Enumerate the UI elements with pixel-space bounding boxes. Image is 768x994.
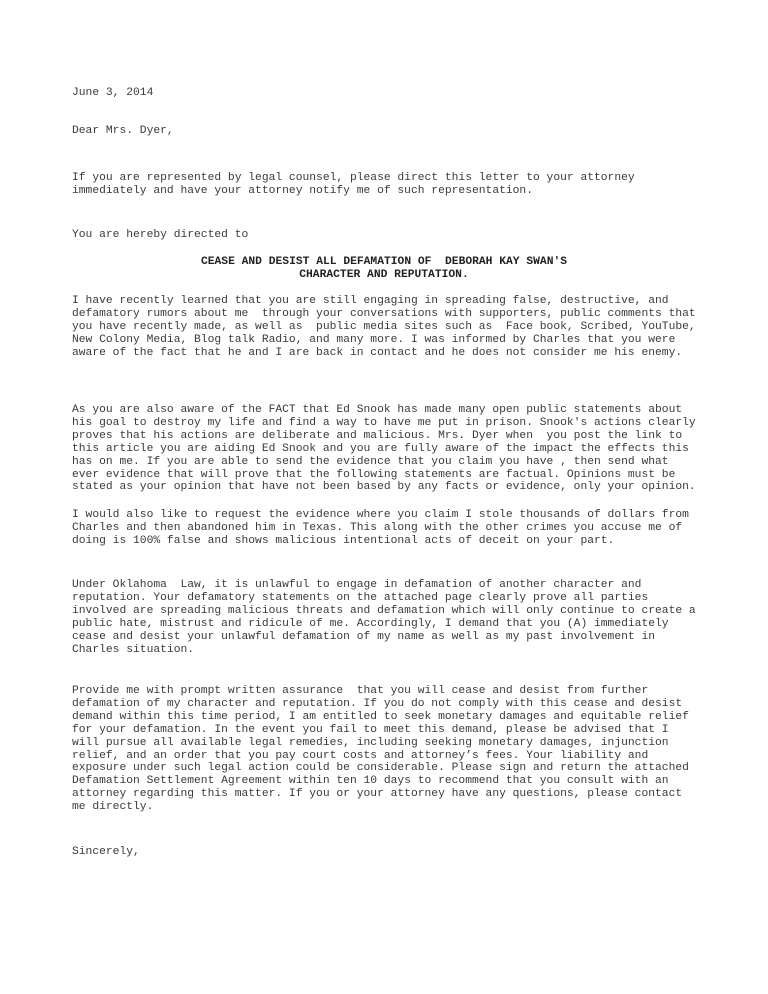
text-line: proves that his actions are deliberate and malicious. Mrs. Dyer when you post the link to: [72, 429, 683, 442]
text-line: you have recently made, as well as public media sites such as Face book, Scribed, YouTube,: [72, 320, 696, 333]
letter-date: June 3, 2014: [72, 87, 154, 99]
text-line: Under Oklahoma Law, it is unlawful to engage in defamation of another character and: [72, 579, 642, 591]
text-line: has on me. If you are able to send the evidence that you claim you have , then send what: [72, 455, 669, 468]
text-line: defamatory rumors about me through your conversations with supporters, public comments that: [72, 307, 696, 320]
text-line: As you are also aware of the FACT that Ed Snook has made many open public statements about: [72, 404, 683, 416]
text-line: Charles and then abandoned him in Texas. This along with the other crimes you accuse me of: [72, 521, 683, 534]
text-line: for your defamation. In the event you fail to meet this demand, please be advised that I: [72, 723, 669, 736]
text-line: reputation. Your defamatory statements on the attached page clearly prove all parties: [72, 591, 649, 604]
heading-line: CEASE AND DESIST ALL DEFAMATION OF DEBORAH KAY SWAN'S: [200, 256, 568, 268]
text-line: relief, and an order that you pay court costs and attorney’s fees. Your liability and: [72, 749, 649, 762]
text-line: immediately and have your attorney notify me of such representation.: [72, 184, 533, 197]
demand-heading: [0, 256, 768, 282]
text-line: Provide me with prompt written assurance that you will cease and desist from further: [72, 685, 649, 697]
text-line: this article you are aiding Ed Snook and you are fully aware of the impact the effects this: [72, 442, 689, 455]
closing: Sincerely,: [72, 846, 140, 858]
text-line: will pursue all available legal remedies, including seeking monetary damages, injunction: [72, 736, 669, 749]
text-line: ever evidence that will prove that the following statements are factual. Opinions must be: [72, 468, 676, 481]
text-line: Defamation Settlement Agreement within ten 10 days to recommend that you consult with an: [72, 775, 669, 788]
text-line: aware of the fact that he and I are back in contact and he does not consider me his enemy.: [72, 346, 683, 359]
text-line: cease and desist your unlawful defamation of my name as well as my past involvement in: [72, 630, 656, 643]
text-line: New Colony Media, Blog talk Radio, and many more. I was informed by Charles that you were: [72, 333, 676, 346]
heading-line: CHARACTER AND REPUTATION.: [299, 268, 469, 281]
paragraph: [72, 295, 696, 360]
text-line: stated as your opinion that have not been based by any facts or evidence, only your opinion.: [72, 481, 696, 494]
directed-line: You are hereby directed to: [72, 229, 249, 241]
paragraph: [72, 579, 696, 656]
text-line: Charles situation.: [72, 643, 195, 656]
text-line: me directly.: [72, 801, 154, 814]
text-line: involved are spreading malicious threats and defamation which will only continue to create a: [72, 604, 696, 617]
text-line: If you are represented by legal counsel, please direct this letter to your attorney: [72, 172, 635, 184]
paragraph: [72, 685, 689, 814]
text-line: I would also like to request the evidence where you claim I stole thousands of dollars from: [72, 509, 689, 521]
text-line: attorney regarding this matter. If you or your attorney have any questions, please contact: [72, 788, 683, 801]
salutation: Dear Mrs. Dyer,: [72, 125, 174, 137]
intro-paragraph: [72, 172, 635, 198]
paragraph: [72, 509, 689, 548]
text-line: I have recently learned that you are still engaging in spreading false, destructive, and: [72, 295, 669, 307]
text-line: doing is 100% false and shows malicious intentional acts of deceit on your part.: [72, 534, 615, 547]
text-line: defamation of my character and reputation. If you do not comply with this cease and desist: [72, 697, 683, 710]
text-line: his goal to destroy my life and find a way to have me put in prison. Snook's actions clearly: [72, 416, 696, 429]
text-line: exposure under such legal action could be considerable. Please sign and return the attached: [72, 762, 689, 775]
text-line: demand within this time period, I am entitled to seek monetary damages and equitable relief: [72, 710, 689, 723]
paragraph: [72, 404, 696, 494]
text-line: public hate, mistrust and ridicule of me. Accordingly, I demand that you (A) immediately: [72, 617, 669, 630]
